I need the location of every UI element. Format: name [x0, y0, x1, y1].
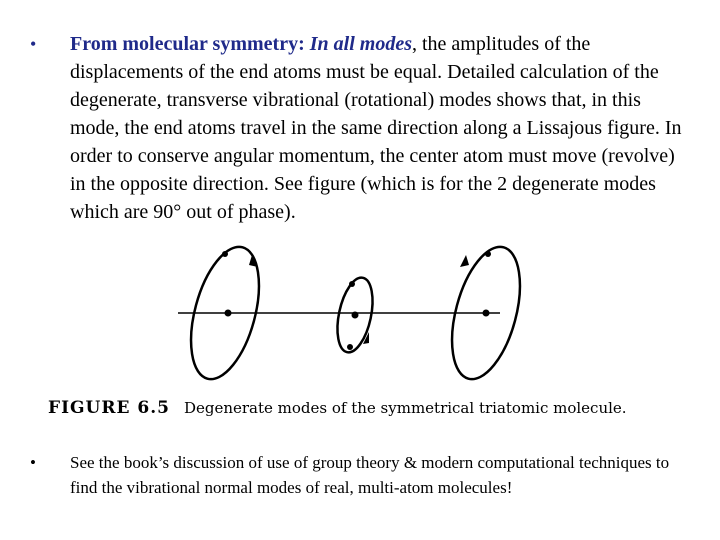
bullet-2	[30, 450, 690, 500]
bullet-marker: •	[30, 453, 36, 472]
figure-label: FIGURE 6.5	[48, 398, 170, 418]
left-orbit-top-atom	[222, 251, 228, 257]
bullet-1-body: , the amplitudes of the displacements of the end atoms must be equal. Detailed calculation of the degenerate, transverse vibrational (rotational) modes shows that, in this mode, the end atoms travel in the same direction along a Lissajous figure. In order to conserve angular momentum, the center atom must move (revolve) in the opposite direction. See figure (which is for the 2 degenerate modes which are 90° out of phase).	[70, 33, 682, 223]
triatomic-mode-figure	[170, 240, 550, 385]
end-atom-left	[225, 310, 232, 317]
center-atom	[352, 312, 359, 319]
figure-caption	[48, 398, 688, 418]
bullet-1	[30, 30, 690, 226]
figure-caption-text: Degenerate modes of the symmetrical triatomic molecule.	[183, 399, 627, 417]
end-atom-right	[483, 310, 490, 317]
right-orbit-arrow-icon	[460, 255, 469, 267]
bullet-1-emphasis: In all modes	[309, 33, 412, 55]
right-orbit-top-atom	[485, 251, 491, 257]
bullet-2-text: See the book’s discussion of use of group theory & modern computational techniques to find the vibrational normal modes of real, multi-atom molecules!	[70, 453, 670, 497]
bullet-marker: •	[30, 34, 37, 54]
bullet-1-text	[70, 30, 690, 226]
bullet-1-lead: From molecular symmetry:	[70, 33, 305, 55]
center-orbit-bottom-atom	[347, 344, 353, 350]
center-orbit-top-atom	[349, 281, 355, 287]
